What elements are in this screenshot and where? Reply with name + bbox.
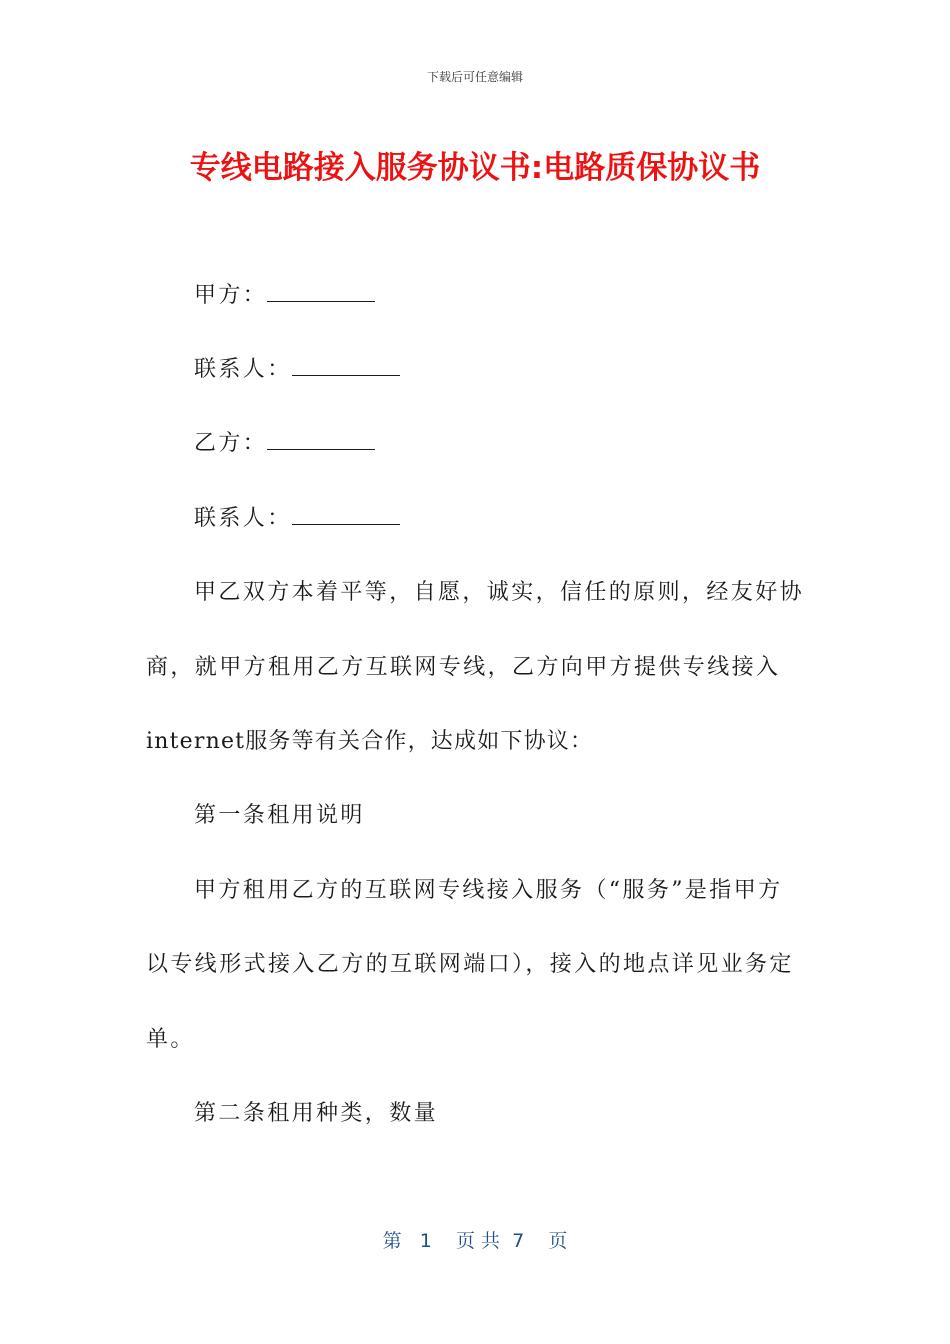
article-1-line-2: 以专线形式接入乙方的互联网端口），接入的地点详见业务定 xyxy=(146,952,794,977)
party-a-line xyxy=(194,281,375,311)
preamble-line-3: internet服务等有关合作，达成如下协议： xyxy=(146,729,594,754)
preamble-line-1: 甲乙双方本着平等，自愿，诚实，信任的原则，经友好协 xyxy=(194,580,805,605)
article-2-title: 第二条租用种类，数量 xyxy=(194,1101,439,1126)
article-1-line-3: 单。 xyxy=(146,1027,195,1052)
preamble-line-2: 商，就甲方租用乙方互联网专线，乙方向甲方提供专线接入 xyxy=(146,655,781,680)
contact-a-line xyxy=(194,355,400,385)
contact-b-line xyxy=(194,504,400,534)
party-a-label: 甲方： xyxy=(194,283,268,308)
party-b-label: 乙方： xyxy=(194,431,268,456)
article-1-title: 第一条租用说明 xyxy=(194,803,365,828)
party-b-blank-field[interactable] xyxy=(267,431,375,450)
document-title: 专线电路接入服务协议书:电路质保协议书 xyxy=(189,150,761,186)
contact-b-label: 联系人： xyxy=(194,506,292,531)
party-b-line xyxy=(194,429,375,459)
page-number-footer: 第 1 页 共 7 页 xyxy=(382,1230,568,1252)
contact-a-label: 联系人： xyxy=(194,357,292,382)
contact-b-blank-field[interactable] xyxy=(292,506,400,525)
header-note: 下载后可任意编辑 xyxy=(426,70,523,84)
article-1-line-1: 甲方租用乙方的互联网专线接入服务（“服务”是指甲方 xyxy=(194,878,783,903)
contact-a-blank-field[interactable] xyxy=(292,357,400,376)
party-a-blank-field[interactable] xyxy=(267,283,375,302)
